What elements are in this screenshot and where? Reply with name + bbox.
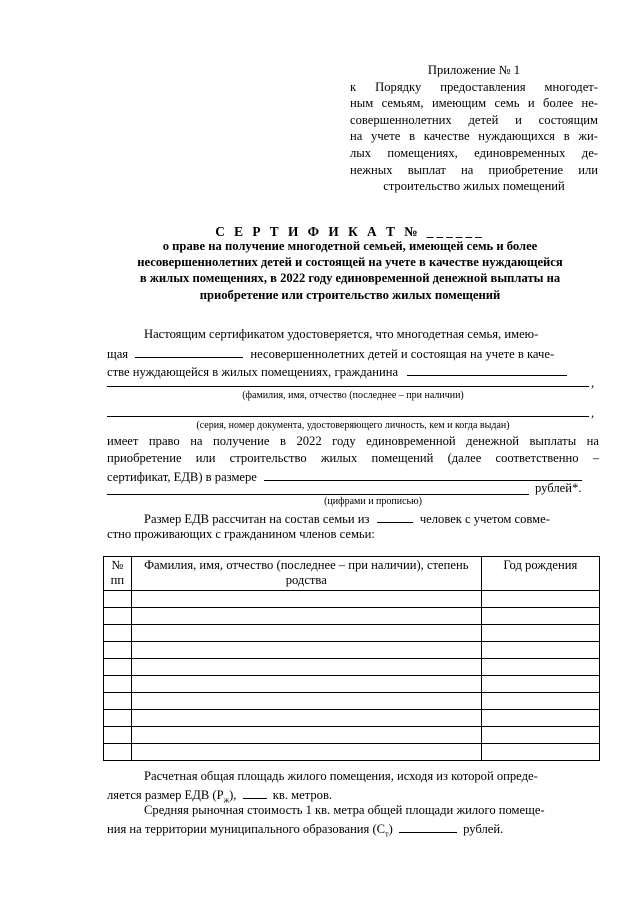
paragraph-line: стве нуждающейся в жилых помещениях, гражданина (107, 363, 567, 380)
children-count-field[interactable] (135, 345, 243, 358)
name-cell[interactable] (131, 693, 481, 710)
comma: , (591, 406, 595, 420)
number-cell[interactable] (104, 625, 132, 642)
birth-year-cell[interactable] (481, 608, 599, 625)
annex-line: ным семьям, имеющим семь и более не- (350, 96, 598, 111)
price-field[interactable] (399, 820, 457, 833)
number-cell[interactable] (104, 727, 132, 744)
name-cell[interactable] (131, 676, 481, 693)
number-cell[interactable] (104, 676, 132, 693)
annex-title: Приложение № 1 (427, 63, 521, 77)
paragraph-line: щая несовершеннолетних детей и состоящая на учете в каче- (107, 347, 555, 361)
subtitle-line: несовершеннолетних детей и состоящей на учете в качестве нуждающейся (137, 255, 563, 270)
paragraph-line: стно проживающих с гражданином членов семьи: (107, 527, 375, 541)
name-cell[interactable] (131, 591, 481, 608)
birth-year-cell[interactable] (481, 710, 599, 727)
table-body (104, 591, 600, 761)
table-row (104, 693, 600, 710)
name-cell[interactable] (131, 659, 481, 676)
paragraph-line: сертификат, ЕДВ) в размере (107, 468, 599, 485)
certificate-title: С Е Р Т И Ф И К А Т № ______ (215, 224, 485, 239)
paragraph-line: ния на территории муниципального образования $(С_т)$ рублей. (107, 822, 504, 839)
birth-year-cell[interactable] (481, 591, 599, 608)
amount-words-field[interactable] (107, 494, 529, 495)
name-cell[interactable] (131, 710, 481, 727)
paragraph-line: ляется размер ЕДВ $(Р_ж)$, кв. метров. (107, 788, 333, 805)
annex-line: нежных выплат на приобретение или (350, 162, 598, 177)
name-cell[interactable] (131, 642, 481, 659)
table-row (104, 608, 600, 625)
subtitle-line: в жилых помещениях, в 2022 году единовременной денежной выплаты на (139, 271, 561, 286)
paragraph-line: имеет право на получение в 2022 году единовременной денежной выплаты на (107, 434, 599, 448)
rubles-label: рублей*. (535, 481, 582, 495)
annex-line: на учете в качестве нуждающихся в жи- (350, 129, 598, 144)
paragraph-line: Средняя рыночная стоимость 1 кв. метра общей площади жилого помеще- (144, 803, 545, 817)
header-birth-year: Год рождения (481, 557, 599, 591)
name-cell[interactable] (131, 608, 481, 625)
subtitle-line: о праве на получение многодетной семьей, имеющей семь и более (162, 239, 538, 253)
number-cell[interactable] (104, 591, 132, 608)
document-field[interactable] (107, 416, 589, 417)
name-cell[interactable] (131, 625, 481, 642)
area-field[interactable] (243, 786, 267, 799)
birth-year-cell[interactable] (481, 727, 599, 744)
number-cell[interactable] (104, 642, 132, 659)
number-cell[interactable] (104, 693, 132, 710)
birth-year-cell[interactable] (481, 693, 599, 710)
birth-year-cell[interactable] (481, 659, 599, 676)
annex-line: лых помещениях, единовременных де- (350, 145, 598, 160)
number-cell[interactable] (104, 744, 132, 761)
fio-field[interactable] (107, 386, 589, 387)
annex-line: совершеннолетних детей и состоящим (350, 112, 598, 127)
table-header-row (104, 557, 600, 591)
caption-document: (серия, номер документа, удостоверяющего личность, кем и когда выдан) (196, 420, 510, 431)
paragraph-line: Настоящим сертификатом удостоверяется, что многодетная семья, имею- (144, 327, 539, 341)
paragraph-line: Размер ЕДВ рассчитан на состав семьи из человек с учетом совме- (144, 512, 550, 526)
family-members-table (103, 556, 600, 761)
caption-fio: (фамилия, имя, отчество (последнее – при наличии) (242, 390, 464, 401)
number-cell[interactable] (104, 710, 132, 727)
table-row (104, 591, 600, 608)
annex-line: к Порядку предоставления многодет- (350, 79, 598, 94)
citizen-field[interactable] (407, 363, 567, 376)
table-row (104, 710, 600, 727)
table-row (104, 727, 600, 744)
table-row (104, 744, 600, 761)
comma: , (591, 376, 595, 390)
table-row (104, 659, 600, 676)
paragraph-line: приобретение или строительство жилых помещений (далее соответственно – (107, 451, 599, 465)
table-row (104, 676, 600, 693)
certificate-body (107, 0, 599, 905)
birth-year-cell[interactable] (481, 625, 599, 642)
caption-amount: (цифрами и прописью) (324, 496, 422, 507)
number-cell[interactable] (104, 608, 132, 625)
birth-year-cell[interactable] (481, 744, 599, 761)
table-row (104, 625, 600, 642)
birth-year-cell[interactable] (481, 642, 599, 659)
table-row (104, 642, 600, 659)
birth-year-cell[interactable] (481, 676, 599, 693)
amount-field[interactable] (264, 468, 582, 481)
paragraph-line: Расчетная общая площадь жилого помещения, исходя из которой опреде- (144, 769, 538, 783)
header-name: Фамилия, имя, отчество (последнее – при наличии), степень родства (131, 557, 481, 591)
annex-line: строительство жилых помещений (383, 179, 565, 194)
family-size-field[interactable] (377, 510, 413, 523)
subtitle-line: приобретение или строительство жилых помещений (199, 287, 501, 302)
name-cell[interactable] (131, 744, 481, 761)
number-cell[interactable] (104, 659, 132, 676)
header-number: № пп (104, 557, 132, 591)
name-cell[interactable] (131, 727, 481, 744)
